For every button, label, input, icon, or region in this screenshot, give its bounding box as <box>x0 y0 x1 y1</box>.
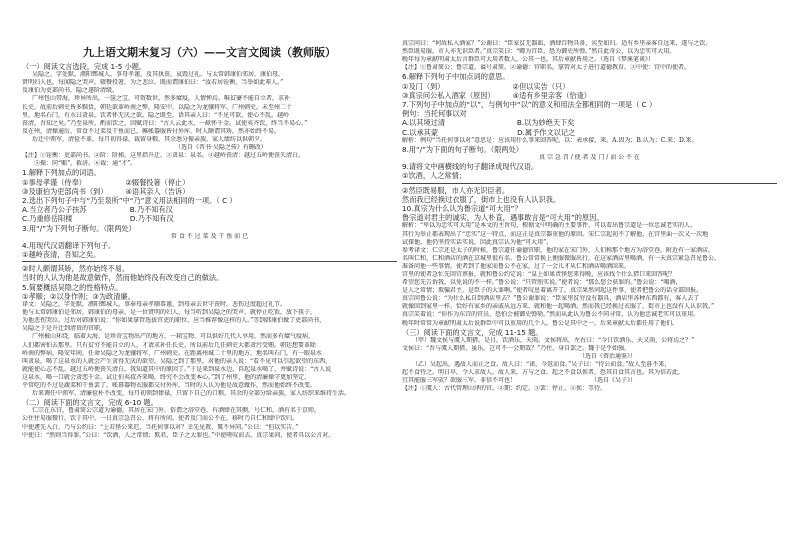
text-line: 这泉水，喝一口就会贪恋千金。试让伯夷叔齐来喝，终究不会改变本心。”到了州里，他的清廉操守更加坚定， <box>22 373 311 381</box>
text-line: 就像回到家里一样。恰好有家乡的亲戚从远方来，就和他一起喝酒。然而我已经换过衣服了，街市上也没有人认识我。” <box>402 303 715 311</box>
text-line: 里，地名石门，有水曰贪泉，饮者怀无厌之欲。隐之既至，语其亲人曰：“不见可欲，使心不乱。越岭 <box>22 111 290 119</box>
right-column <box>402 40 777 393</box>
text-line: 丧清，吾知之矣。”乃至泉所，酌而饮之，因赋诗曰：“古人云此水，一歃怀千金。试使夷齐饮，终当不易心。” <box>22 119 308 127</box>
text-line: 当时的人认为他是故意做作，然而他始终没有改变自己的做法。 <box>22 273 224 283</box>
text-line: （一）阅读文言选段，完成 1-5 小题。 <box>22 62 147 71</box>
text-line: （选自《资治通鉴》） <box>402 353 637 361</box>
text-line: ①饮酒，人之常情； <box>402 171 466 181</box>
text-line: 7.下列句子中加点的“以”，与例句中“以”的意义和用法全都相同的一项是（ C ） <box>402 99 657 109</box>
text-line: ③真宗问公私入酒家（原因） ④适有乡里亲客（恰逢） <box>402 90 591 100</box>
text-line: 常 食 不 过 菜 及 干 鱼 而 已 <box>170 232 249 240</box>
text-line: 解析：例句“当托何事以对”意思是：应该用什么事来回答呢。以：表承接，来。A.因为；B.认为；C.来；D.来。 <box>402 136 698 144</box>
text-line: 叫贪泉，喝了这泉水的人就会产生贪得无厌的欲望。吴隐之到了那里，对他的亲人说：“看不见可以引起欲望的东西， <box>22 357 332 365</box>
left-column <box>22 22 397 440</box>
text-line: 人们都害怕去那里。只有贫穷不能自立的人，才请求补任长史，所以前后几任刺史大都贪污受贿。朝廷想要革除 <box>22 341 317 349</box>
text-line: 中使曰：“然则当得罪。”公曰：“饮酒，人之常情；欺君，臣子之大罪也。”中使嗟叹而去。真宗果问，使者具以公言对。 <box>22 431 335 439</box>
text-line: 【注】①铨衡：吏部尚书。②阶：阶梯，这里指升迁。③贪泉：泉名。④越岭丧清：越过五岭便丧失清白。 <box>22 152 305 160</box>
text-line: 岭南的弊病，隆安年间，任命吴隐之为龙骧将军、广州刺史。在距离州城二十里的地方，地名叫石门，有一眼泉水 <box>22 349 323 357</box>
text-line: 吴隐之，字处默，濮阳鄄城人，事母孝谨，及其执丧，哀毁过礼。与太常韩康伯邻居，康伯母， <box>32 71 285 79</box>
text-line: 真 宗 急 召 / 使 者 及 门 / 而 公 不 在 <box>539 154 640 162</box>
text-line: 然臣既易服，市人亦无识臣者。”真宗笑曰：“卿为宫臣，恐为御史所弹。”然自此奇公，以为忠实可大用。 <box>402 48 676 56</box>
text-line: 10.真宗为什么认为鲁宗道“可大用”？ <box>402 204 522 213</box>
page-title: 九上语文期末复习（六）——文言文阅读（教师版） <box>83 46 336 59</box>
text-line: 5.简要概括吴隐之的性格特点。 <box>22 282 123 292</box>
text-line: 他与太常韩康伯是邻居，韩康伯的母亲，是一位贤明的妇人，每当听到吴隐之的哭声，就停止吃饭，放下筷子， <box>22 309 317 317</box>
left-column-text <box>22 62 397 440</box>
text-line: 宜其能服三军欤？欲服三军，非信不可也！ （选自《吴子》） <box>402 377 637 385</box>
text-line: 是人之常情；欺骗君主，是臣子的大罪啊。”使者叹息着离开了。真宗果然问起这件事，使者把鲁公的话全部回报。 <box>402 287 703 295</box>
text-line: A.以其境过清 B.以为妙绝天下矣 <box>402 118 575 128</box>
text-line: C.以承其蒙 D.属予作文以记之 <box>402 127 576 137</box>
text-line: 广州包山带海，珍异所出，一箧之宝，可资数世，然多瘴疫，人情惮焉。唯贫窭不能自立者，求补 <box>32 95 291 103</box>
text-line: C.乃重修岳阳楼 D.乃不知有汉 <box>22 214 174 224</box>
answer-line <box>22 261 397 262</box>
text-line: 吴隐之于是升迁到清贵的官职。 <box>22 325 107 333</box>
right-column-text <box>402 40 777 393</box>
text-line: ③及康伯为吏部尚书（到） ④语其亲人（告诉） <box>22 186 190 196</box>
text-line: 名叫仁和，仁和酒店的酒在京城里很有名。鲁公常常换上便服微服出行，在这家酒店里喝酒。有一天真宗紧急召见鲁公， <box>402 254 721 262</box>
text-line: 晚年每为章献明肃太后言群臣可大用者数人，公其一也。其后章献皆用之。（选自《梦溪笔谈》） <box>402 56 655 64</box>
answer-line <box>402 183 777 184</box>
text-line: 后迁中领军，清俭不革，每月初得禄，裁留身粮，其余悉分振亲族，家人绩纺以供朝夕。 <box>32 135 267 143</box>
text-line: （三）阅读下面的文言文，完成 11-15 题。 <box>402 327 543 337</box>
text-line: ②时人颇谓其矫，然亦始终不易。 <box>22 264 130 274</box>
text-line: 2.选出下列句子中与“乃至泉所”中“乃”意义用法相同的一项。（ C ） <box>22 195 237 205</box>
text-line: 然而我已经换过衣服了，街市上也没有人认识我。 <box>402 194 561 204</box>
text-line: 起不食待之。明日早，令人求故人。故人来，方与之食。起之不食以俟者，恐其自食其言也。其为信若此， <box>402 369 685 377</box>
text-line: 及康伯为吏部尚书，隐之遂阶清级。 <box>22 87 119 95</box>
text-line: 中使遽先入白，乃与公约曰：“上若怪公来迟，当托何事以对？幸先见教，冀不异同。”公曰：“但以实告。” <box>22 423 299 431</box>
text-line: 其行为举止都表现出了“忠实”这一特点，而这正是真宗器重他的原因。宋仁宗起初不了解他，在宫里面一次又一次地 <box>402 230 709 238</box>
text-line: 晚年时常常为章献明肃太后说群臣中可以重用的几个人，鲁公是其中之一。后来章献太后都任用了他们。 <box>402 319 679 327</box>
text-line: 广州被山环绕，临着大海，是珍奇宝物出产的地方，一箱宝物，可以供好几代人享用，然而多有瘴气疫病， <box>32 333 315 341</box>
text-line: 【注】①鲁肃简公：鲁宗道，谥号肃简。②谕德：官职名，掌管对太子进行道德教育。③中使：宫中的使者。 <box>402 64 691 72</box>
text-line: 希望您先告诉我，以免说的不一样。”鲁公说：“只管照实说。”使者说：“那么您会获罪的。”鲁公说：“喝酒， <box>402 279 682 287</box>
text-line: 贤明妇人也，每闻隐之哭声，辍餐投箸，为之悲泣。既而谓康伯曰：“汝若居铨衡，当举如此辈人。” <box>22 79 284 87</box>
text-line: （乙）吴起出，遇故人而止之食。故人曰：“诺，今返而食。”吴子曰：“待公而食。”故人至暮不来， <box>412 361 671 369</box>
text-line: 公往往易服微行，饮于其中。一日真宗急召公，将有所问。使者及门而公不在，移时乃自仁和肆中饮归。 <box>22 415 299 423</box>
text-line: 6.解释下列句子中加点词的意思。 <box>402 72 510 82</box>
text-line: 试探他，他仍坚持实话实说，因此真宗认为他“可大用”。 <box>402 238 553 246</box>
text-line: 及在州，清操逾厉，常食不过菜及干鱼而已，帷帐器服皆付外库，时人颇谓其矫，然亦始终不易。 <box>22 127 281 135</box>
text-line: （选自《晋书·吴隐之传》有删改） <box>22 144 267 152</box>
text-line: 9.请将文中画横线的句子翻译成现代汉语。 <box>402 162 539 172</box>
text-line: 解析：“卑以为忠实可大用”是本文的主旨句，根据文中明确的主要事件，可以看出鲁宗道是一位忠诚老实的人， <box>402 222 697 230</box>
text-line: 后来调任中领军，清廉俭朴不改变，每月初领到俸禄，只留下自己的口粮，其余的全部分给亲族，家人纺织来维持生活。 <box>32 390 351 398</box>
text-line: 宫里的使者急忙先回宫禀报，就和鲁公约定说：“皇上如果责怪您来得晚，应该找个什么借口来回答呢？ <box>402 270 676 278</box>
text-line: 长史，故前后刺史皆多黩货。朝廷欲革岭南之弊，隆安中，以隐之为龙骧将军、广州刺史。未至州二十 <box>22 103 293 111</box>
text-line: 就能使心志不乱。越过五岭便丧失清白，我知道其中的原因了。”于是来到泉水边，舀起泉水喝了，并赋诗说：“古人说 <box>22 365 332 373</box>
text-line: A.当立者乃公子扶苏 B.乃不知有汉 <box>22 205 173 215</box>
text-line: 真宗问鲁公说：“为什么私自到酒店里去？”鲁公谢罪说：“臣家里贫穷没有器具，酒店里各种东西都有，客人去了 <box>402 295 700 303</box>
text-line: ①越岭丧清，吾知之矣。 <box>22 250 101 260</box>
text-line: 译文：吴隐之，字处默，濮阳鄄城人。事奉母亲孝顺恭谨，到母亲去世守丧时，悲伤过度超过礼节。 <box>22 301 287 309</box>
text-line: ②然臣既易服，市人亦无识臣者。 <box>402 185 510 195</box>
text-line: 真宗问曰：“何故私入酒家？”公谢曰：“臣家贫无器皿，酒肆百物具备，宾至如归。适有乡里亲客自远来，遂与之饮。 <box>402 40 712 47</box>
text-line: 参考译文：仁宗还是太子的时候，鲁宗道任谕德官职，他的家在宋门外，人们称那个地方为浴堂巷，附近有一家酒店， <box>402 246 715 254</box>
text-line: 4.用现代汉语翻译下列句子。 <box>22 240 116 250</box>
text-line: 1.解释下列加点的词语。 <box>22 168 101 178</box>
text-line: ⑤振：同“赈”，救济。⑥裁：通“才”。 <box>22 160 137 168</box>
text-line: 真宗笑着说：“你作为东宫的官员，恐怕会被御史弹劾。”然而从此认为鲁公不同寻常，认为他忠诚老实可以重用。 <box>402 311 700 319</box>
text-line: 仁宗在东宫，鲁肃简公宗道为谕德，其居在宋门外，俗谓之浴堂巷，有酒肆在其侧，号仁和，酒有名于京师， <box>32 407 321 415</box>
text-line: （甲）魏文侯与虞人期猎。是日，饮酒乐，天雨。文侯将出，左右曰：“今日饮酒乐，天又雨，公将焉之？” <box>412 336 695 344</box>
text-line: 平常吃的不过是蔬菜和干鱼罢了，帐幕器物衣服都交付外库，当时的人认为他是故意做作，然而他始终不改变。 <box>22 382 317 389</box>
text-line: ①及门（到） ②但以实告（只） <box>402 81 570 91</box>
text-line: ①孝顺；②以身作则；③为政清廉。 <box>22 291 135 301</box>
text-line: 8.用“/”为下面的句子断句。（限两处） <box>402 144 523 154</box>
text-line: 文侯曰：“吾与虞人期猎，虽乐，岂可不一会期哉？”乃往，身自罢之。魏于是乎始强。 <box>402 344 631 352</box>
text-line: 鲁宗道对君主的诚实，为人朴直，遇事敢言是“可大用”的原因。 <box>402 213 604 223</box>
text-line: ①事母孝谨（侍奉） ②辍餐投箸（停止） <box>22 177 190 187</box>
text-line: （二）阅读下面的文言文，完成 6-10 题。 <box>22 398 158 408</box>
text-line: 准备问他一些事情。使者到了他家而鲁公不在家，过了一会儿才从仁和酒店喝酒回来。 <box>402 262 631 270</box>
text-line: 3.用“/”为下列句子断句。（限两处） <box>22 223 136 233</box>
text-line: 【注】①虞人：古代管理山泽的官。②期：约定。③罢：停止。④俟：等待。 <box>402 385 607 393</box>
text-line: 例句：当托何事以对 <box>402 109 467 119</box>
text-line: 为他悲伤哭泣。过后对韩康伯说：“你如果掌管选拔官吏的职位，应当推荐像这样的人。”等到韩康伯做了吏部尚书， <box>22 317 326 325</box>
